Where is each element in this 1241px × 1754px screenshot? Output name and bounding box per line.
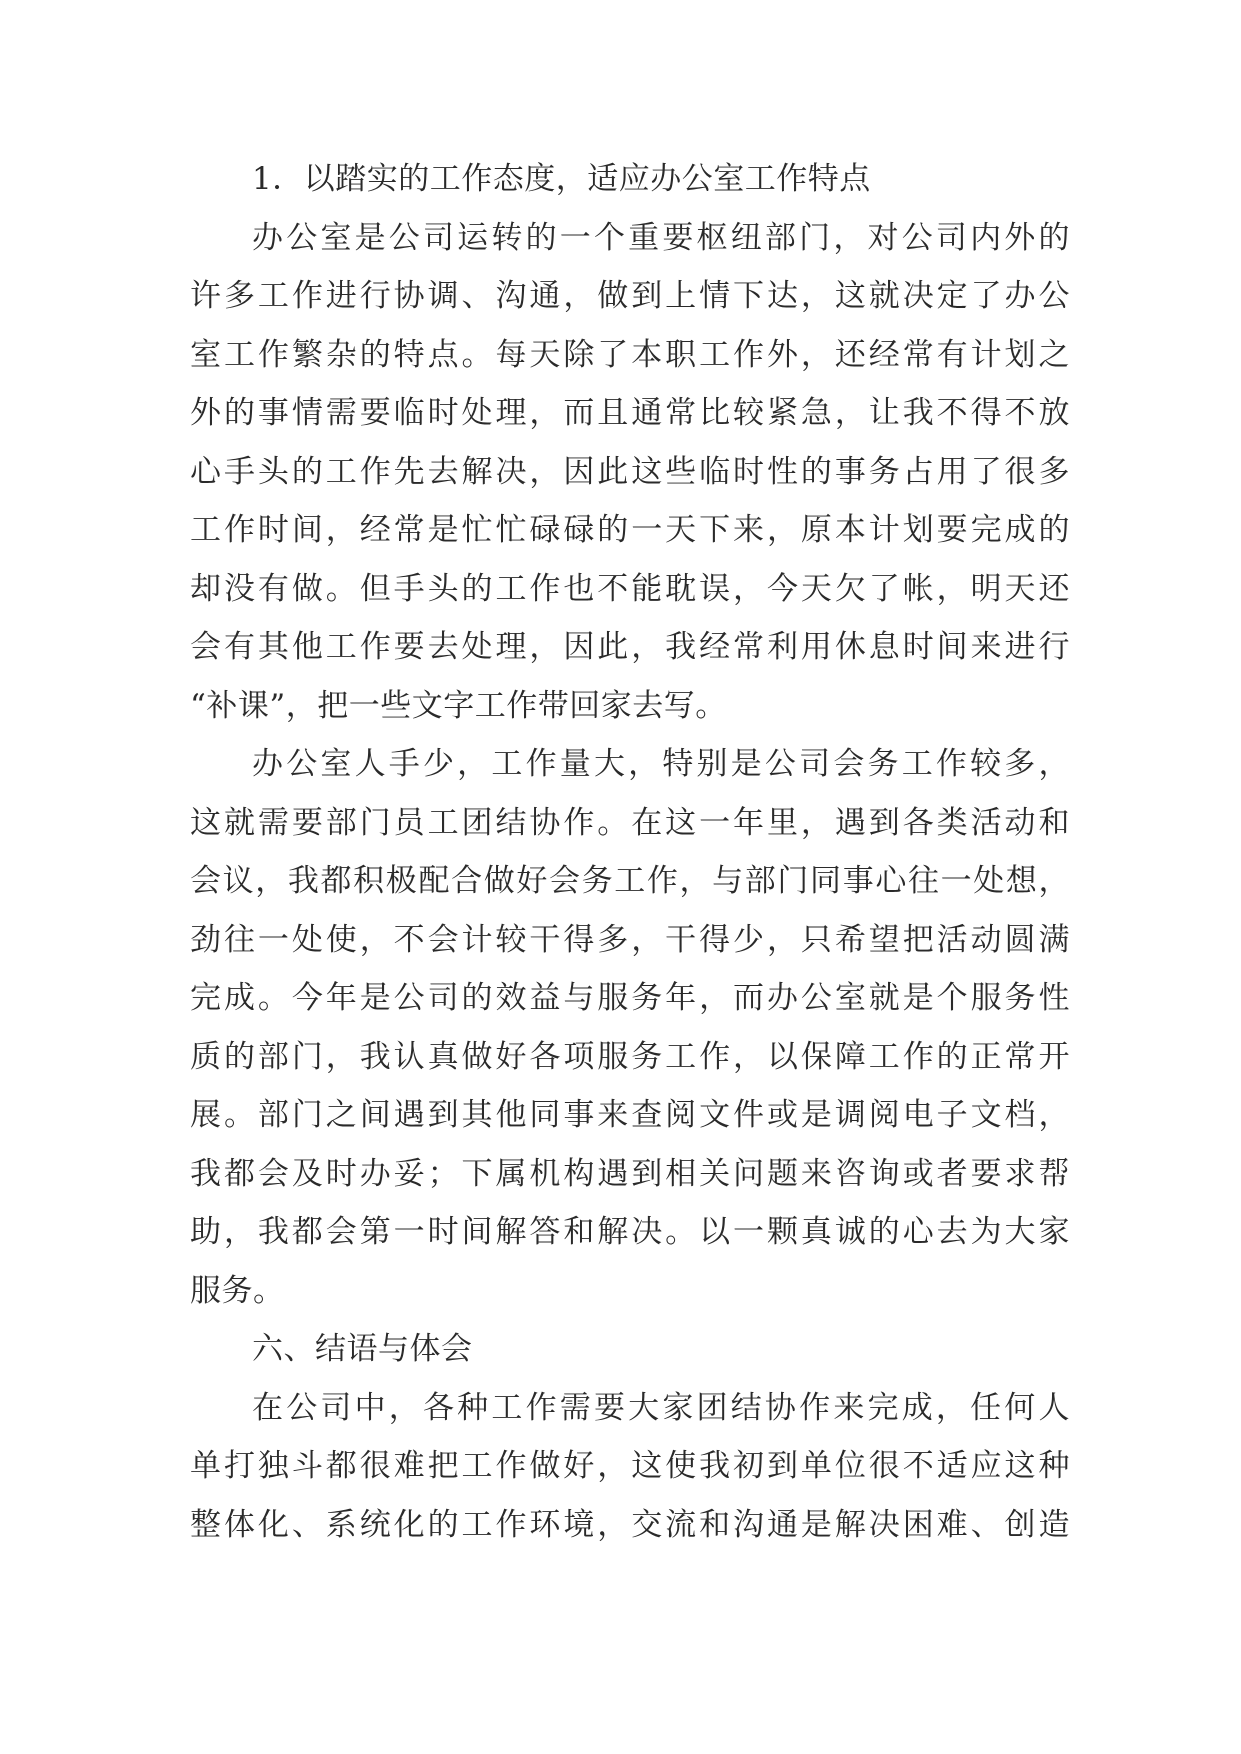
paragraph-line: 单打独斗都很难把工作做好，这使我初到单位很不适应这种 [190,1448,1070,1484]
paragraph-line: 质的部门，我认真做好各项服务工作，以保障工作的正常开 [190,1038,1070,1075]
paragraph-line: 服务。 [190,1272,285,1309]
paragraph-line: 室工作繁杂的特点。每天除了本职工作外，还经常有计划之 [190,336,1070,373]
section-heading: 1．以踏实的工作态度，适应办公室工作特点 [252,161,871,197]
paragraph-line: 会有其他工作要去处理，因此，我经常利用休息时间来进行 [190,629,1070,665]
paragraph-line: 完成。今年是公司的效益与服务年，而办公室就是个服务性 [190,980,1070,1016]
paragraph-line: 助，我都会第一时间解答和解决。以一颗真诚的心去为大家 [190,1214,1070,1250]
paragraph-line: 工作时间，经常是忙忙碌碌的一天下来，原本计划要完成的 [190,512,1070,548]
section-heading: 六、结语与体会 [252,1331,473,1367]
paragraph-line: 整体化、系统化的工作环境，交流和沟通是解决困难、创造 [190,1506,1070,1543]
paragraph-line: 展。部门之间遇到其他同事来查阅文件或是调阅电子文档， [190,1097,1070,1133]
paragraph-line: 在公司中，各种工作需要大家团结协作来完成，任何人 [252,1389,1070,1426]
paragraph-line: 这就需要部门员工团结协作。在这一年里，遇到各类活动和 [190,804,1070,841]
paragraph-line: 我都会及时办妥；下属机构遇到相关问题来咨询或者要求帮 [190,1155,1070,1192]
paragraph-line: 办公室是公司运转的一个重要枢纽部门，对公司内外的 [252,219,1070,256]
body-text [190,150,1070,1554]
paragraph-line: 办公室人手少，工作量大，特别是公司会务工作较多， [252,746,1070,782]
paragraph-line: “补课”，把一些文字工作带回家去写。 [190,687,727,724]
paragraph-line: 心手头的工作先去解决，因此这些临时性的事务占用了很多 [190,453,1070,490]
paragraph-line: 许多工作进行协调、沟通，做到上情下达，这就决定了办公 [190,278,1070,314]
paragraph-line: 外的事情需要临时处理，而且通常比较紧急，让我不得不放 [190,395,1070,431]
paragraph-line: 会议，我都积极配合做好会务工作，与部门同事心往一处想， [190,863,1070,899]
paragraph-line: 却没有做。但手头的工作也不能耽误，今天欠了帐，明天还 [190,570,1070,607]
paragraph-line: 劲往一处使，不会计较干得多，干得少，只希望把活动圆满 [190,921,1070,958]
